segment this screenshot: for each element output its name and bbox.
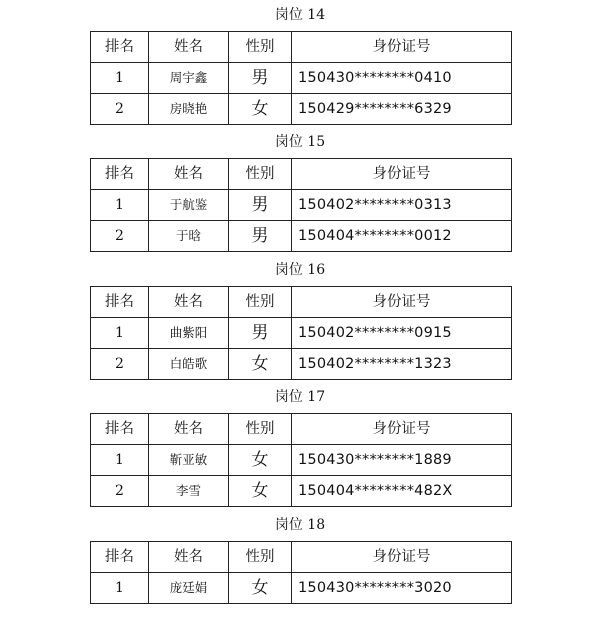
header-gender: 性别 (229, 159, 292, 190)
cell-gender: 男 (229, 63, 292, 94)
cell-rank: 1 (91, 573, 149, 604)
ranking-table (90, 31, 512, 125)
cell-id: 150430********0410 (292, 63, 512, 94)
header-name: 姓名 (149, 159, 229, 190)
cell-rank: 1 (91, 63, 149, 94)
table-row (91, 63, 512, 94)
table-row (91, 445, 512, 476)
cell-gender: 女 (229, 445, 292, 476)
cell-name: 靳亚敏 (149, 445, 229, 476)
header-id: 身份证号 (292, 159, 512, 190)
ranking-table (90, 541, 512, 604)
header-name: 姓名 (149, 287, 229, 318)
section-title: 岗位 18 (274, 517, 326, 533)
cell-name: 李雪 (149, 476, 229, 507)
cell-gender: 男 (229, 221, 292, 252)
section-title: 岗位 15 (274, 134, 326, 150)
header-id: 身份证号 (292, 32, 512, 63)
section-title: 岗位 17 (274, 389, 326, 405)
cell-name: 庞廷娟 (149, 573, 229, 604)
cell-name: 曲紫阳 (149, 318, 229, 349)
cell-gender: 女 (229, 349, 292, 380)
section-title: 岗位 14 (274, 7, 326, 23)
cell-gender: 女 (229, 573, 292, 604)
cell-rank: 2 (91, 221, 149, 252)
header-id: 身份证号 (292, 414, 512, 445)
cell-rank: 1 (91, 190, 149, 221)
cell-id: 150402********0313 (292, 190, 512, 221)
header-gender: 性别 (229, 287, 292, 318)
cell-gender: 女 (229, 476, 292, 507)
header-id: 身份证号 (292, 542, 512, 573)
cell-id: 150404********0012 (292, 221, 512, 252)
table-header-row (91, 287, 512, 318)
cell-gender: 女 (229, 94, 292, 125)
table-row (91, 476, 512, 507)
cell-rank: 1 (91, 445, 149, 476)
cell-id: 150429********6329 (292, 94, 512, 125)
cell-id: 150402********1323 (292, 349, 512, 380)
header-rank: 排名 (91, 542, 149, 573)
cell-rank: 2 (91, 349, 149, 380)
header-rank: 排名 (91, 414, 149, 445)
cell-rank: 2 (91, 476, 149, 507)
table-row (91, 190, 512, 221)
cell-name: 房晓艳 (149, 94, 229, 125)
cell-id: 150430********3020 (292, 573, 512, 604)
ranking-table (90, 413, 512, 507)
cell-rank: 1 (91, 318, 149, 349)
header-name: 姓名 (149, 32, 229, 63)
header-name: 姓名 (149, 542, 229, 573)
section-title: 岗位 16 (274, 262, 326, 278)
table-row (91, 573, 512, 604)
cell-name: 白皓歌 (149, 349, 229, 380)
ranking-table (90, 286, 512, 380)
header-name: 姓名 (149, 414, 229, 445)
header-rank: 排名 (91, 32, 149, 63)
cell-id: 150404********482X (292, 476, 512, 507)
header-id: 身份证号 (292, 287, 512, 318)
header-gender: 性别 (229, 414, 292, 445)
table-row (91, 318, 512, 349)
cell-id: 150402********0915 (292, 318, 512, 349)
cell-name: 于晗 (149, 221, 229, 252)
table-header-row (91, 542, 512, 573)
cell-id: 150430********1889 (292, 445, 512, 476)
table-header-row (91, 414, 512, 445)
table-row (91, 349, 512, 380)
table-row (91, 221, 512, 252)
cell-gender: 男 (229, 318, 292, 349)
header-gender: 性别 (229, 542, 292, 573)
header-rank: 排名 (91, 159, 149, 190)
header-gender: 性别 (229, 32, 292, 63)
table-header-row (91, 32, 512, 63)
cell-gender: 男 (229, 190, 292, 221)
table-header-row (91, 159, 512, 190)
cell-rank: 2 (91, 94, 149, 125)
cell-name: 周宇鑫 (149, 63, 229, 94)
ranking-table (90, 158, 512, 252)
header-rank: 排名 (91, 287, 149, 318)
table-row (91, 94, 512, 125)
cell-name: 于航鉴 (149, 190, 229, 221)
